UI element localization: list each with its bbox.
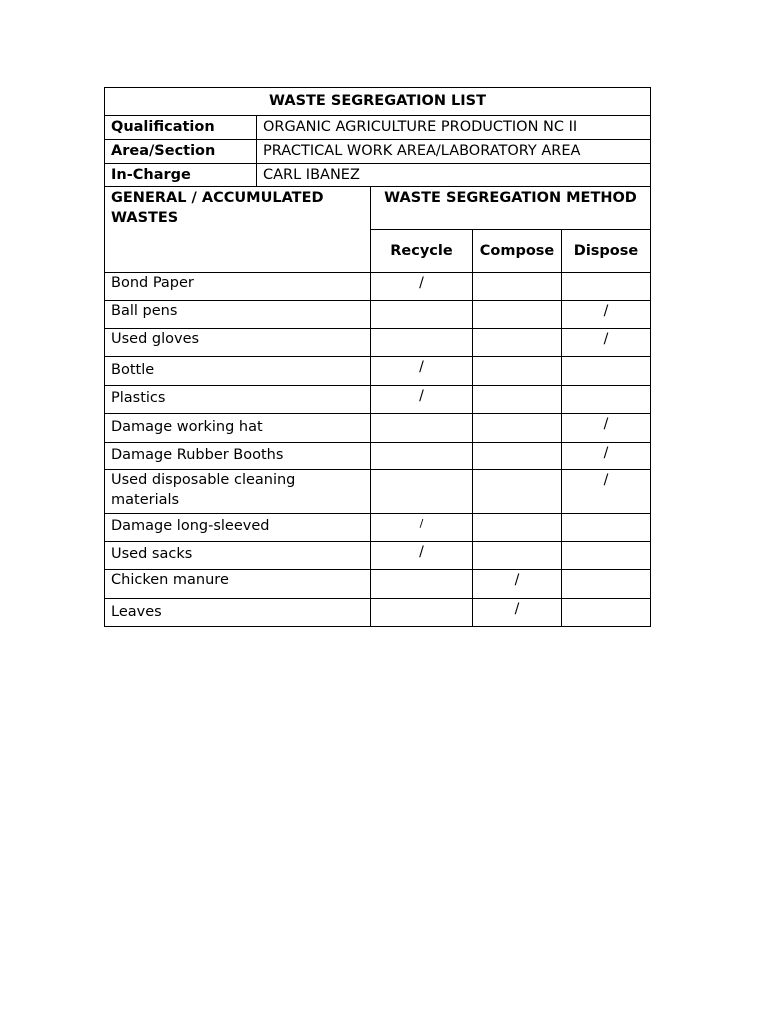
recycle-mark [371,414,473,443]
recycle-mark: / [371,357,473,386]
compose-mark [473,273,562,301]
compose-mark [473,443,562,470]
dispose-mark [562,570,651,599]
dispose-mark: / [562,329,651,357]
compose-mark [473,470,562,514]
recycle-mark [371,329,473,357]
recycle-mark [371,301,473,329]
table-row [105,273,651,301]
dispose-mark [562,357,651,386]
recycle-mark: / [371,386,473,414]
waste-item: Used disposable cleaning materials [105,470,371,514]
document-title: WASTE SEGREGATION LIST [105,88,651,116]
table-row [105,599,651,627]
compose-mark [473,542,562,570]
dispose-mark [562,273,651,301]
info-label: Area/Section [105,140,257,164]
table-row [105,357,651,386]
table-row [105,514,651,542]
recycle-mark: / [371,514,473,542]
waste-item: Used sacks [105,542,371,570]
method-header: WASTE SEGREGATION METHOD [371,187,651,230]
compose-mark [473,386,562,414]
title-row [105,88,651,116]
recycle-mark [371,443,473,470]
waste-item: Plastics [105,386,371,414]
compose-mark: / [473,599,562,627]
info-label: In-Charge [105,164,257,187]
waste-segregation-table [104,87,651,627]
waste-item: Leaves [105,599,371,627]
dispose-mark [562,542,651,570]
waste-item: Damage working hat [105,414,371,443]
recycle-mark [371,599,473,627]
dispose-header: Dispose [562,230,651,273]
recycle-header: Recycle [371,230,473,273]
dispose-mark: / [562,470,651,514]
compose-mark [473,329,562,357]
dispose-mark: / [562,301,651,329]
recycle-mark [371,570,473,599]
compose-mark [473,514,562,542]
waste-item: Ball pens [105,301,371,329]
compose-header: Compose [473,230,562,273]
dispose-mark [562,514,651,542]
table-row [105,570,651,599]
table-row [105,329,651,357]
dispose-mark [562,386,651,414]
table-row [105,470,651,514]
compose-mark [473,301,562,329]
table-row [105,443,651,470]
header-row [105,187,651,230]
info-value: PRACTICAL WORK AREA/LABORATORY AREA [257,140,651,164]
waste-item: Damage Rubber Booths [105,443,371,470]
dispose-mark [562,599,651,627]
waste-item: Chicken manure [105,570,371,599]
table-row [105,301,651,329]
recycle-mark [371,470,473,514]
waste-item: Bottle [105,357,371,386]
info-value: CARL IBANEZ [257,164,651,187]
table-row [105,542,651,570]
table-row [105,414,651,443]
waste-item: Used gloves [105,329,371,357]
recycle-mark: / [371,542,473,570]
waste-item: Bond Paper [105,273,371,301]
info-row-area [105,140,651,164]
info-row-incharge [105,164,651,187]
compose-mark: / [473,570,562,599]
info-row-qualification [105,116,651,140]
info-label: Qualification [105,116,257,140]
info-value: ORGANIC AGRICULTURE PRODUCTION NC II [257,116,651,140]
waste-item: Damage long-sleeved [105,514,371,542]
wastes-header: GENERAL / ACCUMULATED WASTES [105,187,371,273]
compose-mark [473,414,562,443]
dispose-mark: / [562,414,651,443]
compose-mark [473,357,562,386]
dispose-mark: / [562,443,651,470]
waste-segregation-sheet [104,87,650,627]
table-row [105,386,651,414]
recycle-mark: / [371,273,473,301]
